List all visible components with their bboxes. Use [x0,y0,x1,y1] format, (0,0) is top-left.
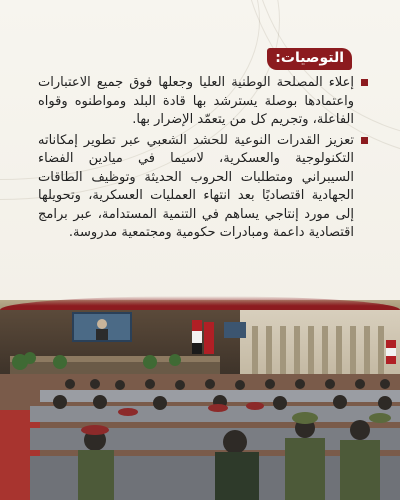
list-item-text: تعزيز القدرات النوعية للحشد الشعبي عبر تطوير إمكاناته التكنولوجية والعسكرية، لاسيما في ميادين الفضاء السيبراني ومتطلبات الحروب الحديثة وتوظيف الطاقات الجهادية اقتصاديًا بعد انتهاء العمليات العسكرية، وتحويلها إلى مورد إنتاجي يساهم في التنمية المستدامة، عبر برامج اقتصادية داعمة ومبادرات حكومية ومجتمعية مدروسة. [38,132,354,240]
recommendations-list [38,74,368,245]
list-item [38,132,368,243]
list-item-text: إعلاء المصلحة الوطنية العليا وجعلها فوق جميع الاعتبارات واعتمادها بوصلة يسترشد بها قادة البلد ومواطنوه وقواه الفاعلة، وتجريم كل من يتعمّد الإضرار بها. [38,75,354,127]
heading-badge [267,48,352,70]
conference-hall-illustration [0,300,400,500]
conference-hall-photo [0,300,400,500]
square-bullet-icon [361,137,368,144]
page-heading: التوصيات: [275,50,344,66]
photo-top-banner [0,296,400,310]
square-bullet-icon [361,79,368,86]
list-item [38,74,368,130]
